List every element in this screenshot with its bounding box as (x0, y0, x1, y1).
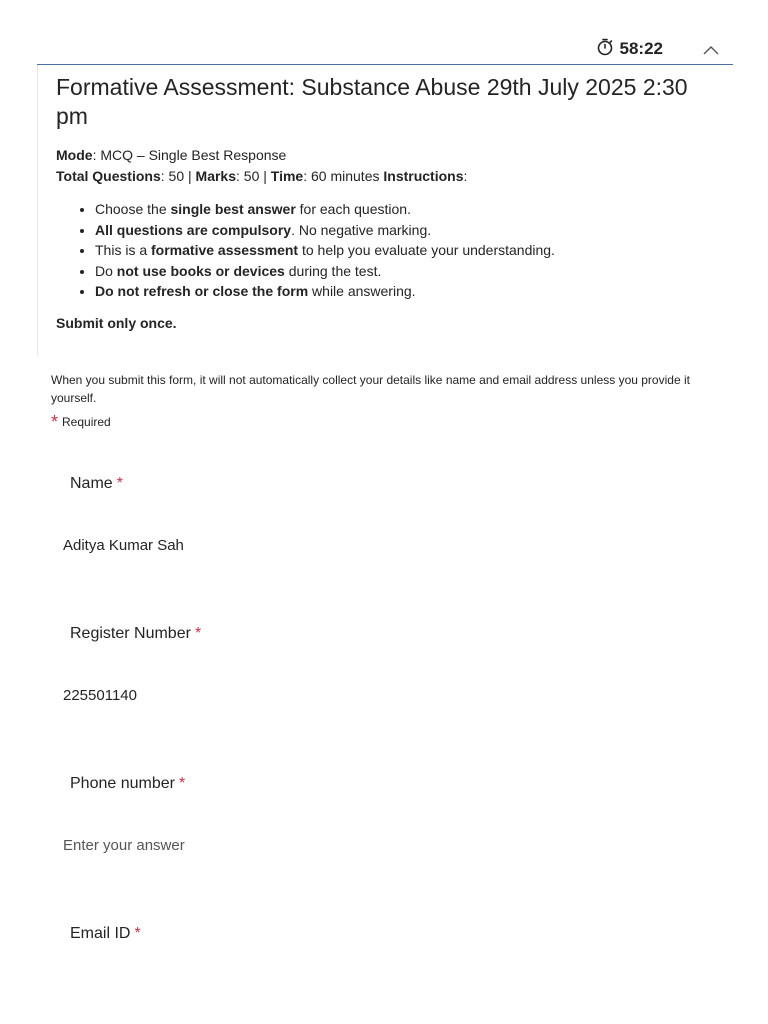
total-questions-value: : 50 | (160, 168, 196, 184)
form-title: Formative Assessment: Substance Abuse 29th July 2025 2:30 pm (56, 74, 688, 129)
instructions-colon: : (463, 168, 468, 184)
collapse-button[interactable] (701, 40, 721, 60)
timer-value: 58:22 (619, 39, 663, 58)
total-questions-label: Total Questions (56, 168, 161, 184)
required-star: * (116, 475, 123, 492)
timer (596, 37, 663, 61)
time-label: Time (270, 168, 304, 184)
chevron-up-icon (703, 45, 719, 55)
privacy-note: When you submit this form, it will not automatically collect your details like name and email address unless you provide it yourself. (51, 373, 690, 405)
mode-label: Mode (56, 147, 93, 163)
stopwatch-icon (596, 38, 614, 61)
totals-line (56, 166, 467, 187)
question-email-id-label: Email ID * (70, 925, 141, 942)
mode-value: : MCQ – Single Best Response (92, 147, 287, 163)
time-value: : 60 minutes (303, 168, 384, 184)
marks-label: Marks (195, 168, 236, 184)
required-star: * (194, 625, 202, 642)
instructions-label: Instructions (383, 168, 464, 184)
required-star: * (134, 925, 141, 942)
list-item: • Do not use books or devices during the test. (95, 261, 555, 282)
question-name-label: Name * (70, 475, 123, 492)
list-item: • This is a formative assessment to help you evaluate your understanding. (95, 240, 555, 261)
register-number-input[interactable] (55, 679, 715, 711)
phone-number-input[interactable] (55, 829, 715, 861)
instructions-list (95, 199, 555, 302)
submit-once-note: Submit only once. (56, 315, 177, 331)
mode-line (56, 145, 467, 166)
marks-value: : 50 | (236, 168, 271, 184)
form-meta (56, 145, 467, 187)
list-item: • Choose the single best answer for each question. (95, 199, 555, 220)
required-star: * (51, 412, 59, 432)
name-input[interactable] (55, 529, 715, 561)
question-register-number-label: Register Number * (70, 625, 202, 642)
list-item: • Do not refresh or close the form while answering. (95, 281, 555, 302)
question-phone-number-label: Phone number * (70, 775, 186, 792)
form-header (37, 65, 733, 355)
required-star: * (178, 775, 186, 792)
top-bar (37, 34, 733, 65)
required-text: Required (62, 415, 111, 429)
required-legend (51, 413, 111, 431)
list-item: • All questions are compulsory. No negative marking. (95, 220, 555, 241)
